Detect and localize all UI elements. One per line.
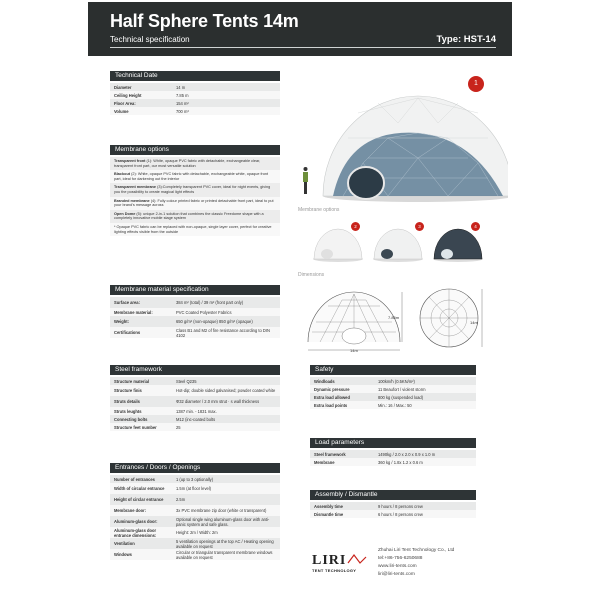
row-key: Struts leughts	[110, 407, 172, 415]
row-value: 1387 min. - 1831 max.	[172, 407, 280, 415]
membrane-material-table	[110, 297, 280, 338]
liri-logo	[310, 551, 370, 577]
table-row	[110, 308, 280, 316]
row-key: Extra load allowed	[310, 393, 374, 401]
header-divider	[110, 47, 496, 48]
row-key: Diameter	[110, 83, 172, 91]
dimension-side-label: 14m	[470, 320, 478, 325]
row-key: Windloads	[310, 377, 374, 385]
table-row	[110, 407, 280, 415]
image-badge-4: 4	[471, 222, 480, 231]
row-value: 100km/h (0.5KN/m²)	[374, 377, 476, 385]
dimensions-caption: Dimensions	[298, 272, 325, 278]
table-row	[110, 516, 280, 527]
section-title-membrane-options: Membrane options	[110, 145, 280, 155]
safety-table	[310, 377, 476, 409]
image-badge-2: 2	[351, 222, 360, 231]
company-contact	[378, 547, 454, 579]
row-key: Structure material	[110, 377, 172, 385]
row-value: 700 m³	[172, 107, 280, 115]
table-row	[310, 450, 476, 458]
section-title-safety: Safety	[310, 365, 476, 375]
steel-table	[110, 377, 280, 431]
svg-text:LIRI: LIRI	[312, 553, 347, 568]
table-row	[310, 510, 476, 518]
image-badge-1: 1	[468, 76, 484, 92]
membrane-options-list	[110, 157, 280, 236]
table-row	[110, 549, 280, 560]
row-value: 5 ventilation openings at the top AC / Heating opening available on request	[172, 538, 280, 549]
table-row	[110, 475, 280, 483]
table-row	[110, 297, 280, 308]
dimension-height-label: 7.85m	[388, 315, 400, 320]
membrane-option: Transparent front (1): White, opaque PVC fabric with detachable, exchangeable clear, transparent front part, our most versatile solution	[110, 157, 280, 170]
row-value: Min.: 16 / Max.: 50	[374, 401, 476, 409]
row-key: Connecting bolts	[110, 415, 172, 423]
row-key: Dismantle time	[310, 510, 374, 518]
row-value: Hot-dip; double sided galvanised; powder coated white	[172, 385, 280, 396]
table-row	[110, 83, 280, 91]
row-key: Ventilation	[110, 538, 172, 549]
row-value: Optional single wing aluminum-glass door with anti-panic system and safe glass.	[172, 516, 280, 527]
table-row	[110, 377, 280, 385]
technical-table	[110, 83, 280, 115]
row-key: Assembly time	[310, 502, 374, 510]
row-key: Ceiling Height	[110, 91, 172, 99]
section-title-technical: Technical Date	[110, 71, 280, 81]
row-key: Steel framework	[310, 450, 374, 458]
logo-subtitle: TENT TECHNOLOGY	[312, 568, 357, 573]
row-key: Struts details	[110, 396, 172, 407]
section-title-membrane-material: Membrane material specification	[110, 285, 280, 295]
row-value: 650 g/m² (non-opaque) 850 g/m² (opaque)	[172, 316, 280, 327]
row-value: 3x PVC membrane zip door (white or transparent)	[172, 505, 280, 516]
row-key: Dynamic pressure	[310, 385, 374, 393]
company-email[interactable]: liri@liri-tents.com	[378, 572, 415, 577]
membrane-option: Transparent membrane (3):Completely transparent PVC cover, ideal for night events, giving you the possibility to create magical light effects	[110, 183, 280, 196]
row-key: Membrane material:	[110, 308, 172, 316]
table-row	[110, 91, 280, 99]
table-row	[310, 393, 476, 401]
row-value: 9 hours / 8 persons crew	[374, 502, 476, 510]
load-table	[310, 450, 476, 466]
spec-sheet	[88, 2, 512, 598]
row-value: 360 kg / 1.8x 1.2 x 0.6 m	[374, 458, 476, 466]
section-title-assembly: Assembly / Dismantle	[310, 490, 476, 500]
row-value: 800 kg (suspended load)	[374, 393, 476, 401]
company-name: Zhuhai Liri Tent Technology Co., Ltd	[378, 548, 455, 553]
row-value: PVC Coated Polyester Fabrics	[172, 308, 280, 316]
row-key: Width of circular entrance	[110, 483, 172, 494]
row-value: 25	[172, 423, 280, 431]
row-value: 11 Beaufort / violent storm	[374, 385, 476, 393]
table-row	[110, 99, 280, 107]
row-value: 1.5m (at floor level)	[172, 483, 280, 494]
assembly-table	[310, 502, 476, 518]
row-key: Floor Area:	[110, 99, 172, 107]
table-row	[110, 538, 280, 549]
entrances-table	[110, 475, 280, 560]
table-row	[110, 527, 280, 538]
header-banner	[88, 2, 512, 56]
table-row	[310, 377, 476, 385]
section-title-load: Load parameters	[310, 438, 476, 448]
row-key: Aluminum-glass door entrance dimensions:	[110, 527, 172, 538]
row-value: Height: 2m / Width: 2m	[172, 527, 280, 538]
table-row	[110, 494, 280, 505]
row-value: 1 (up to 3 optionally)	[172, 475, 280, 483]
row-key: Membrane	[310, 458, 374, 466]
row-key: Surface area:	[110, 297, 172, 308]
table-row	[110, 327, 280, 338]
row-value: Φ32 diameter / 2.0 mm strut · s wall thickness	[172, 396, 280, 407]
table-row	[110, 505, 280, 516]
row-value: Class B1 and M2 of fire resistance according to DIN 4102	[172, 327, 280, 338]
row-value: 154 m²	[172, 99, 280, 107]
table-row	[310, 502, 476, 510]
table-row	[110, 385, 280, 396]
row-key: Extra load points	[310, 401, 374, 409]
table-row	[110, 415, 280, 423]
company-website[interactable]: www.liri-tents.com	[378, 564, 417, 569]
row-key: Structure finis	[110, 385, 172, 396]
membrane-option: Branded membrane (4): Fully colour printed fabric or printed detachable front part, ideal to put your brand's message across	[110, 197, 280, 210]
membrane-options-caption: Membrane options	[298, 207, 340, 213]
page-title: Half Sphere Tents 14m	[110, 11, 299, 31]
membrane-note: * Opaque PVC fabric can be replaced with non-opaque, single layer cover, perfect for creative lighting effects visible from the outside	[110, 223, 280, 236]
product-type: Type: HST-14	[436, 34, 496, 45]
row-value: 384 m² (total) / 39 m² (front part only)	[172, 297, 280, 308]
table-row	[110, 107, 280, 115]
dimension-width-label: 14m	[350, 348, 358, 353]
row-value: 2.5m	[172, 494, 280, 505]
row-key: Membrane door:	[110, 505, 172, 516]
dimension-drawings	[302, 284, 486, 360]
membrane-option: Open Dome (5): unique 2-in-1 solution that combines the classic Freedome shape with a completely innovative mobile stage system	[110, 210, 280, 223]
row-key: Windows	[110, 549, 172, 560]
section-title-steel: Steel framework	[110, 365, 280, 375]
row-value: M12 (inc-coated bolts	[172, 415, 280, 423]
section-title-entrances: Entrances / Doors / Openings	[110, 463, 280, 473]
page-subtitle: Technical specification	[110, 35, 190, 44]
table-row	[110, 423, 280, 431]
membrane-option: Blackout (2): White, opaque PVC fabric with detachable, exchangeable white, opaque front part, ideal for darkening out the interior	[110, 170, 280, 183]
row-key: Aluminum-glass door:	[110, 516, 172, 527]
row-key: Volume	[110, 107, 172, 115]
row-value: Circular or triangular transparent membrane windows available on request	[172, 549, 280, 560]
row-value: 1490kg / 2.0 x 2.0 x 0.9 x 1.0 m	[374, 450, 476, 458]
table-row	[110, 396, 280, 407]
image-badge-3: 3	[415, 222, 424, 231]
row-key: Certifications	[110, 327, 172, 338]
table-row	[310, 458, 476, 466]
row-key: Height of circlar entrance	[110, 494, 172, 505]
row-key: Structure feet number	[110, 423, 172, 431]
row-value: 7.85 m	[172, 91, 280, 99]
row-key: Number of entrances	[110, 475, 172, 483]
row-value: 14 m	[172, 83, 280, 91]
table-row	[110, 483, 280, 494]
row-value: 6 hours / 8 persons crew	[374, 510, 476, 518]
table-row	[310, 401, 476, 409]
table-row	[310, 385, 476, 393]
company-phone: tel:+86-756-6250688	[378, 556, 423, 561]
table-row	[110, 316, 280, 327]
row-key: Weight:	[110, 316, 172, 327]
row-value: Steel Q235	[172, 377, 280, 385]
